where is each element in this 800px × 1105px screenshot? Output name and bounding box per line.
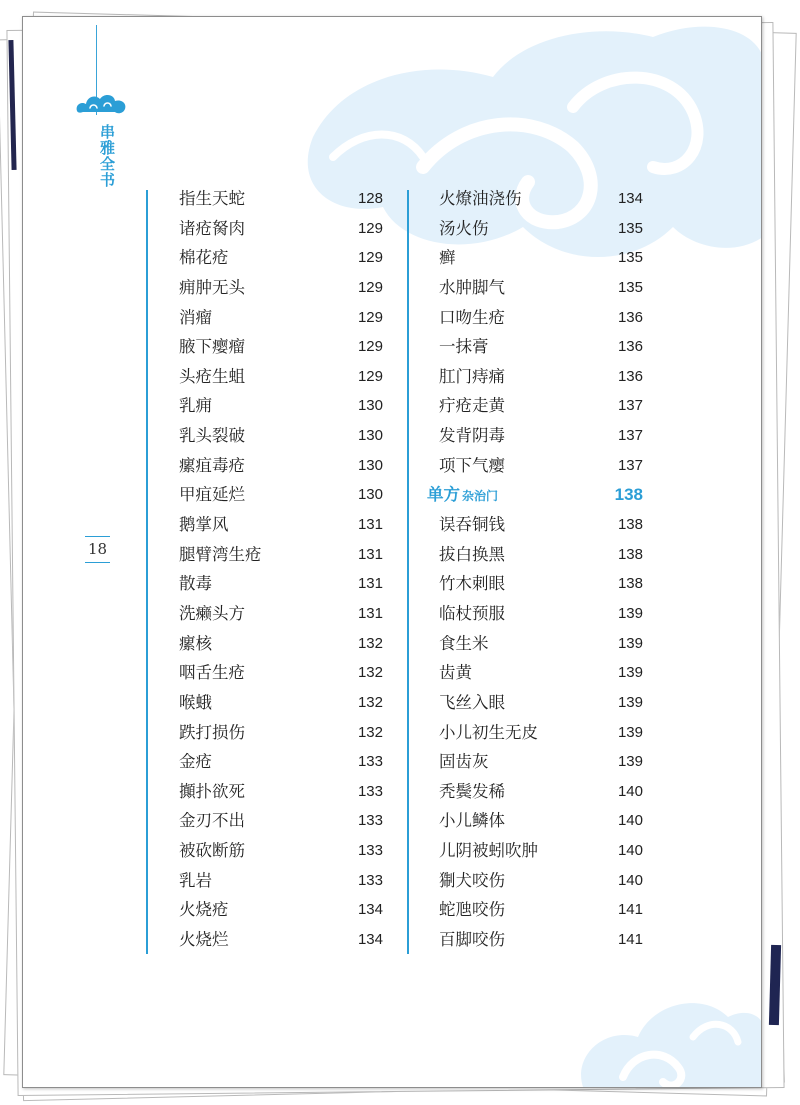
toc-entry-title-text: 棉花疮 xyxy=(179,248,229,268)
toc-entry-title xyxy=(179,540,262,570)
toc-entry xyxy=(439,540,643,570)
toc-entry-title-text: 乳岩 xyxy=(179,870,212,890)
toc-entry-title xyxy=(439,836,538,866)
toc-entry xyxy=(439,303,643,333)
toc-entry xyxy=(439,510,643,540)
toc-entry-title-text: 汤火伤 xyxy=(439,218,489,238)
toc-entry-title-text: 小儿鳞体 xyxy=(439,811,505,831)
toc-entry-page: 134 xyxy=(617,190,643,207)
toc-entry xyxy=(179,510,383,540)
toc-entry-title-text: 火燎油浇伤 xyxy=(439,189,522,208)
toc-entry-title xyxy=(179,569,212,599)
toc-entry-title xyxy=(179,214,245,244)
cloud-logo-icon xyxy=(73,91,129,117)
toc-entry-title-text: 被砍断筋 xyxy=(179,841,245,861)
toc-entry-title xyxy=(179,421,245,451)
toc-entry-title xyxy=(439,629,489,659)
toc-entry-title xyxy=(179,599,245,629)
toc-entry xyxy=(439,214,643,244)
toc-entry xyxy=(439,688,643,718)
toc-entry-title-text: 口吻生疮 xyxy=(439,307,505,327)
toc-entry-page: 138 xyxy=(614,485,643,505)
toc-entry-page: 136 xyxy=(617,367,643,385)
toc-entry-page: 139 xyxy=(617,634,643,652)
toc-entry xyxy=(179,303,383,333)
toc-entry xyxy=(439,777,643,807)
toc-entry-title xyxy=(439,747,489,777)
toc-entry xyxy=(179,540,383,570)
toc-entry-title xyxy=(439,777,505,807)
toc-entry-title-text: 水肿脚气 xyxy=(439,277,505,297)
toc-entry-title-text: 拔白换黑 xyxy=(439,544,505,564)
toc-entry-title-text: 咽舌生疮 xyxy=(179,663,245,683)
toc-entry-page: 138 xyxy=(617,516,643,534)
toc-entry-title-text: 跌打损伤 xyxy=(179,722,245,742)
toc-entry-page: 130 xyxy=(357,397,383,415)
toc-entry-page: 131 xyxy=(357,604,383,622)
book-page xyxy=(22,16,762,1088)
toc-entry xyxy=(439,184,643,214)
toc-entry xyxy=(439,718,643,748)
toc-entry-title xyxy=(439,806,505,836)
toc-entry xyxy=(439,243,643,273)
toc-entry-page: 139 xyxy=(617,753,643,771)
toc-entry-title-text: 消瘤 xyxy=(179,307,212,327)
toc-entry xyxy=(439,866,643,896)
toc-entry xyxy=(439,332,643,362)
column-rule xyxy=(146,190,148,954)
toc-entry-page: 137 xyxy=(617,397,643,415)
toc-entry-page: 131 xyxy=(357,575,383,593)
toc-entry-title-text: 一抹膏 xyxy=(439,337,489,357)
toc-entry-title xyxy=(439,243,456,273)
toc-entry xyxy=(179,688,383,718)
toc-entry xyxy=(179,777,383,807)
toc-entry-title xyxy=(439,688,505,718)
toc-entry-title-text: 食生米 xyxy=(439,633,489,653)
toc-entry-title xyxy=(439,599,505,629)
toc-column-left xyxy=(179,184,383,955)
toc-entry-page: 141 xyxy=(617,931,643,949)
toc-entry xyxy=(179,214,383,244)
toc-entry-title xyxy=(439,421,505,451)
toc-entry xyxy=(179,599,383,629)
toc-entry-title xyxy=(439,214,489,244)
toc-entry-title-text: 单方 xyxy=(427,485,460,505)
toc-entry-title xyxy=(439,273,505,303)
toc-entry-title-text: 痈肿无头 xyxy=(179,277,245,297)
toc-entry-page: 137 xyxy=(617,427,643,445)
toc-entry-page: 139 xyxy=(617,604,643,622)
toc-entry xyxy=(179,836,383,866)
toc-entry-page: 133 xyxy=(357,812,383,830)
toc-entry-title-text: 金疮 xyxy=(179,752,212,772)
toc-entry-title xyxy=(179,895,229,925)
toc-entry-title-text: 飞丝入眼 xyxy=(439,692,505,712)
toc-entry-title-text: 乳头裂破 xyxy=(179,426,245,446)
toc-entry xyxy=(439,836,643,866)
toc-entry-title xyxy=(439,569,505,599)
toc-entry-title xyxy=(179,273,245,303)
toc-entry-page: 133 xyxy=(357,842,383,860)
toc-entry-title-text: 儿阴被蚓吹肿 xyxy=(439,841,538,861)
toc-entry-page: 136 xyxy=(617,338,643,356)
toc-entry-title-text: 瘰疽毒疮 xyxy=(179,455,245,475)
toc-entry xyxy=(179,569,383,599)
toc-entry xyxy=(179,925,383,955)
toc-entry xyxy=(179,747,383,777)
toc-entry-title-text: 误吞铜钱 xyxy=(439,515,505,535)
toc-entry-page: 138 xyxy=(617,575,643,593)
toc-entry-title xyxy=(179,184,245,214)
toc-entry xyxy=(179,718,383,748)
toc-entry-title-text: 喉蛾 xyxy=(179,692,212,712)
toc-entry xyxy=(179,480,383,510)
toc-entry-page: 129 xyxy=(357,249,383,267)
toc-entry-page: 129 xyxy=(357,278,383,296)
toc-entry-title xyxy=(439,866,505,896)
toc-entry xyxy=(439,925,643,955)
toc-entry-title-text: 瘰核 xyxy=(179,633,212,653)
toc-entry-title-text: 小儿初生无皮 xyxy=(439,722,538,742)
toc-entry-title-text: 猘犬咬伤 xyxy=(439,870,505,890)
toc-entry-title-text: 腋下瘿瘤 xyxy=(179,337,245,357)
toc-entry xyxy=(439,747,643,777)
toc-entry-title-text: 疔疮走黄 xyxy=(439,396,505,416)
toc-entry-title xyxy=(439,895,505,925)
toc-entry-title xyxy=(179,629,212,659)
toc-entry-title xyxy=(179,836,245,866)
toc-entry-page: 135 xyxy=(617,249,643,267)
toc-entry-page: 129 xyxy=(357,367,383,385)
toc-section-heading xyxy=(427,480,643,510)
toc-entry xyxy=(179,273,383,303)
toc-entry-page: 131 xyxy=(357,516,383,534)
page-number-rule xyxy=(85,536,110,537)
toc-entry-title-text: 齿黄 xyxy=(439,663,472,683)
toc-entry xyxy=(439,362,643,392)
toc-entry-title-text: 秃鬓发稀 xyxy=(439,781,505,801)
toc-entry-page: 140 xyxy=(617,842,643,860)
toc-entry-page: 131 xyxy=(357,545,383,563)
toc-entry-title-text: 竹木刺眼 xyxy=(439,574,505,594)
cloud-decoration-icon xyxy=(563,967,762,1087)
toc-entry xyxy=(179,391,383,421)
toc-entry-title xyxy=(439,391,505,421)
toc-entry xyxy=(179,184,383,214)
toc-entry-title-text: 火烧烂 xyxy=(179,930,229,950)
toc-entry xyxy=(439,895,643,925)
toc-entry-title-text: 百脚咬伤 xyxy=(439,930,505,950)
toc-entry-page: 130 xyxy=(357,456,383,474)
toc-entry xyxy=(439,599,643,629)
toc-entry-title-text: 攧扑欲死 xyxy=(179,781,245,801)
toc-entry-title xyxy=(179,718,245,748)
toc-entry xyxy=(439,273,643,303)
toc-entry-title xyxy=(439,925,505,955)
toc-entry-page: 136 xyxy=(617,308,643,326)
page-number: 18 xyxy=(87,540,108,558)
toc-entry-title-text: 头疮生蛆 xyxy=(179,366,245,386)
toc-entry xyxy=(179,806,383,836)
toc-entry-page: 141 xyxy=(617,901,643,919)
toc-entry-page: 133 xyxy=(357,753,383,771)
toc-entry xyxy=(179,866,383,896)
toc-entry-title xyxy=(179,332,245,362)
toc-entry-page: 132 xyxy=(357,634,383,652)
toc-entry-title xyxy=(179,362,245,392)
series-title: 串雅全书 xyxy=(98,124,116,188)
toc-entry-title xyxy=(179,866,212,896)
toc-column-right xyxy=(427,184,643,955)
toc-entry-title xyxy=(439,510,505,540)
toc-entry-title-text: 癣 xyxy=(439,248,456,268)
toc-entry xyxy=(439,421,643,451)
toc-entry-page: 137 xyxy=(617,456,643,474)
toc-section-subtitle: 杂治门 xyxy=(462,489,499,504)
toc-entry-page: 132 xyxy=(357,693,383,711)
toc-entry-title-text: 腿臂湾生疮 xyxy=(179,544,262,564)
toc-entry-title-text: 蛇虺咬伤 xyxy=(439,900,505,920)
toc-entry-page: 129 xyxy=(357,338,383,356)
toc-entry-page: 129 xyxy=(357,308,383,326)
toc-entry-title xyxy=(179,688,212,718)
toc-entry-title xyxy=(179,480,245,510)
toc-entry-title-text: 洗癞头方 xyxy=(179,603,245,623)
toc-entry-page: 130 xyxy=(357,486,383,504)
toc-entry-title xyxy=(179,925,229,955)
toc-entry-title xyxy=(439,451,505,481)
toc-entry-page: 133 xyxy=(357,782,383,800)
toc-entry xyxy=(439,391,643,421)
toc-entry-title xyxy=(439,658,472,688)
toc-entry-title xyxy=(179,747,212,777)
toc-entry-title-text: 乳痈 xyxy=(179,396,212,416)
toc-entry-title-text: 临杖预服 xyxy=(439,603,505,623)
toc-entry xyxy=(439,569,643,599)
toc-entry-title xyxy=(439,362,505,392)
toc-entry-page: 139 xyxy=(617,664,643,682)
toc-entry-title xyxy=(439,718,538,748)
toc-entry xyxy=(179,451,383,481)
toc-entry-page: 140 xyxy=(617,812,643,830)
toc-entry-title xyxy=(179,777,245,807)
toc-entry xyxy=(179,362,383,392)
toc-entry-title xyxy=(439,303,505,333)
toc-entry-title-text: 肛门痔痛 xyxy=(439,366,505,386)
toc-entry xyxy=(439,806,643,836)
toc-entry-title-text: 固齿灰 xyxy=(439,752,489,772)
toc-entry-title-text: 散毒 xyxy=(179,574,212,594)
toc-entry xyxy=(179,895,383,925)
toc-entry xyxy=(179,658,383,688)
toc-entry-title xyxy=(439,184,522,214)
toc-entry-title-text: 发背阴毒 xyxy=(439,426,505,446)
toc-entry-page: 140 xyxy=(617,782,643,800)
toc-entry-title-text: 火烧疮 xyxy=(179,900,229,920)
toc-entry-title xyxy=(439,540,505,570)
toc-entry xyxy=(179,421,383,451)
toc-entry-title-text: 金刃不出 xyxy=(179,811,245,831)
toc-entry-title-text: 甲疽延烂 xyxy=(179,485,245,505)
toc-entry-title xyxy=(427,480,498,512)
toc-entry-page: 140 xyxy=(617,871,643,889)
toc-entry-page: 139 xyxy=(617,693,643,711)
toc-entry-title xyxy=(179,658,245,688)
toc-entry xyxy=(179,243,383,273)
toc-entry-page: 132 xyxy=(357,664,383,682)
toc-entry-title xyxy=(179,510,229,540)
toc-entry-title xyxy=(179,451,245,481)
toc-entry-page: 128 xyxy=(357,190,383,207)
toc-entry-title-text: 鹅掌风 xyxy=(179,515,229,535)
toc-entry-page: 135 xyxy=(617,219,643,237)
toc-entry-page: 134 xyxy=(357,901,383,919)
column-rule xyxy=(407,190,409,954)
toc-entry xyxy=(439,658,643,688)
toc-entry xyxy=(179,629,383,659)
toc-entry-page: 139 xyxy=(617,723,643,741)
toc-entry-page: 134 xyxy=(357,931,383,949)
toc-entry-title-text: 指生天蛇 xyxy=(179,189,245,208)
toc-entry xyxy=(439,629,643,659)
toc-entry-title xyxy=(439,332,489,362)
toc-entry-page: 135 xyxy=(617,278,643,296)
toc-entry xyxy=(439,451,643,481)
page-number-rule xyxy=(85,562,110,563)
toc-entry xyxy=(179,332,383,362)
toc-entry-title xyxy=(179,806,245,836)
toc-entry-title xyxy=(179,243,229,273)
toc-entry-title xyxy=(179,391,212,421)
toc-entry-page: 138 xyxy=(617,545,643,563)
toc-entry-page: 130 xyxy=(357,427,383,445)
toc-entry-page: 132 xyxy=(357,723,383,741)
toc-entry-page: 129 xyxy=(357,219,383,237)
toc-entry-page: 133 xyxy=(357,871,383,889)
toc-entry-title-text: 项下气瘿 xyxy=(439,455,505,475)
toc-entry-title xyxy=(179,303,212,333)
toc-entry-title-text: 诸疮胬肉 xyxy=(179,218,245,238)
